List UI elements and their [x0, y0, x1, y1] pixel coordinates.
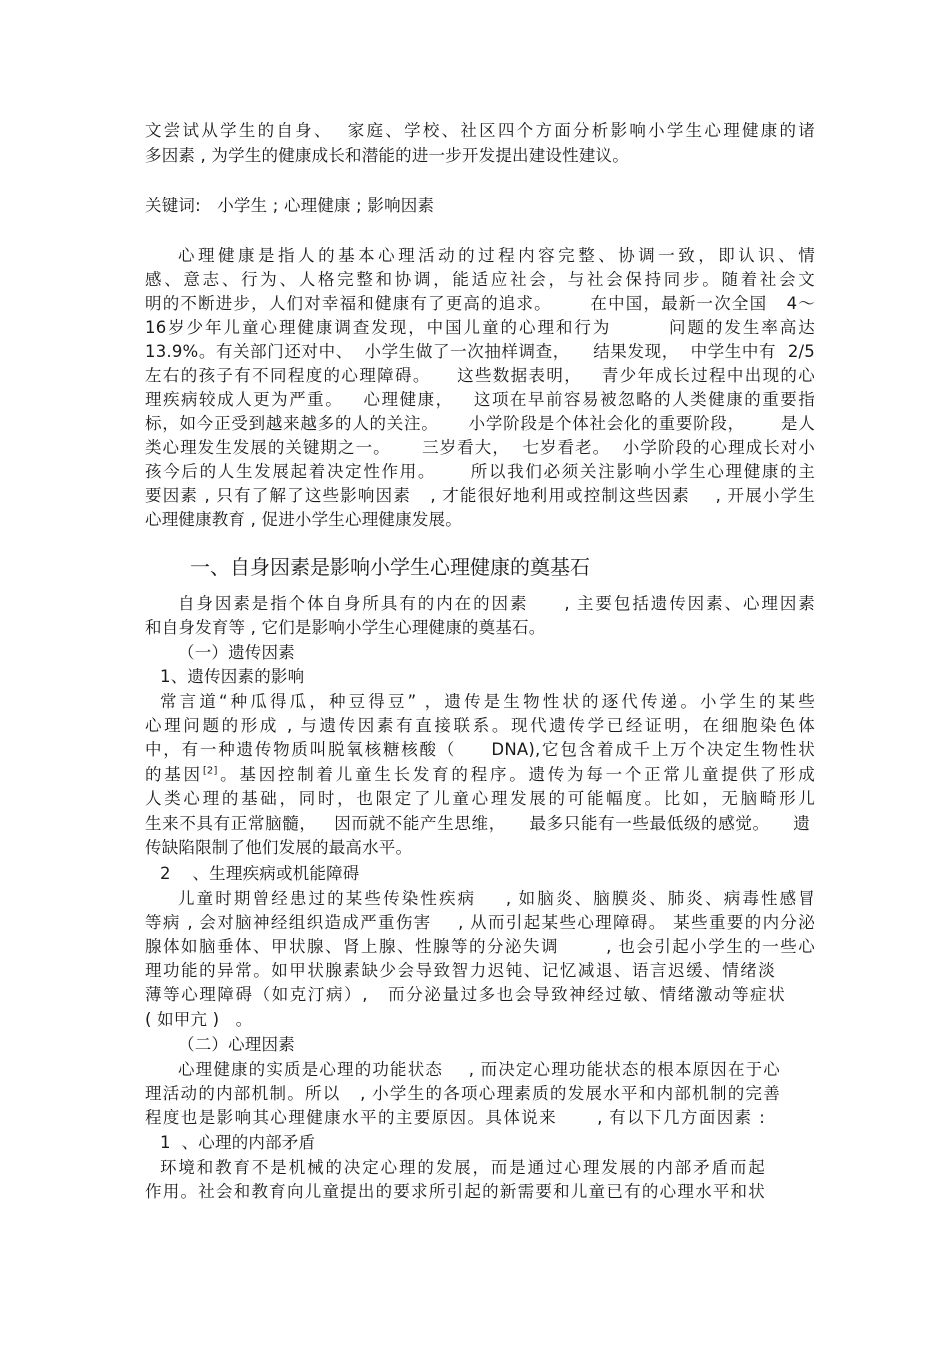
- intro-line: 类心理发生发展的关键期之一。 三岁看大， 七岁看老。 小学阶段的心理成长对小: [145, 438, 815, 457]
- intro-line: 16岁少年儿童心理健康调查发现，中国儿童的心理和行为 问题的发生率高达: [145, 318, 815, 337]
- abstract-line: 多因素 , 为学生的健康成长和潜能的进一步开发提出建设性建议。: [145, 146, 629, 165]
- abstract-line: 文尝试从学生的自身、 家庭、学校、社区四个方面分析影响小学生心理健康的诸: [145, 121, 815, 140]
- intro-line: 左右的孩子有不同程度的心理障碍。 这些数据表明， 青少年成长过程中出现的心: [145, 366, 815, 385]
- body-line: 人类心理的基础，同时，也限定了儿童心理发展的可能幅度。比如，无脑畸形儿: [145, 789, 815, 808]
- citation-ref: [2]: [202, 765, 218, 777]
- body-line: 生来不具有正常脑髓， 因而就不能产生思维， 最多只能有一些最低级的感觉。 遗: [145, 814, 810, 833]
- intro-line: 明的不断进步，人们对幸福和健康有了更高的追求。 在中国，最新一次全国 4～: [145, 294, 815, 313]
- body-line: 作用。社会和教育向儿童提出的要求所引起的新需要和儿童已有的心理水平和状: [145, 1182, 765, 1201]
- item-title: 2 、生理疾病或机能障碍: [160, 864, 360, 883]
- body-line: 薄等心理障碍（如克汀病）, 而分泌量过多也会导致神经过敏、情绪激动等症状: [145, 985, 785, 1004]
- subsection-title: （二）心理因素: [178, 1035, 295, 1054]
- body-line: 程度也是影响其心理健康水平的主要原因。具体说来 , 有以下几方面因素 :: [145, 1108, 765, 1127]
- body-line: 腺体如脑垂体、甲状腺、肾上腺、性腺等的分泌失调 , 也会引起小学生的一些心: [145, 937, 815, 956]
- intro-line: 孩今后的人生发展起着决定性作用。 所以我们必须关注影响小学生心理健康的主: [145, 462, 815, 481]
- body-line: 环境和教育不是机械的决定心理的发展，而是通过心理发展的内部矛盾而起: [160, 1158, 765, 1177]
- body-line: 传缺陷限制了他们发展的最高水平。: [145, 838, 413, 857]
- body-line: 儿童时期曾经患过的某些传染性疾病 , 如脑炎、脑膜炎、肺炎、病毒性感冒: [178, 889, 815, 908]
- intro-line: 心理健康是指人的基本心理活动的过程内容完整、协调一致，即认识、情: [178, 246, 815, 265]
- intro-line: 标，如今正受到越来越多的人的关注。 小学阶段是个体社会化的重要阶段， 是人: [145, 414, 815, 433]
- body-line: 中，有一种遗传物质叫脱氧核糖核酸（ DNA),它包含着成千上万个决定生物性状: [145, 740, 815, 759]
- body-line: 心理健康的实质是心理的功能状态 , 而决定心理功能状态的根本原因在于心: [178, 1060, 780, 1079]
- body-line: 心理问题的形成 , 与遗传因素有直接联系。现代遗传学已经证明，在细胞染色体: [145, 716, 815, 735]
- body-line: 理功能的异常。如甲状腺素缺少会导致智力迟钝、记忆减退、语言迟缓、情绪淡: [145, 961, 775, 980]
- body-line: ( 如甲亢 ) 。: [145, 1010, 253, 1029]
- intro-line: 13.9%。有关部门还对中、 小学生做了一次抽样调查， 结果发现， 中学生中有 2/5: [145, 342, 815, 361]
- section-intro-line: 和自身发育等 , 它们是影响小学生心理健康的奠基石。: [145, 618, 546, 637]
- body-text: 的基因: [145, 765, 203, 784]
- body-line: 等病 , 会对脑神经组织造成严重伤害 , 从而引起某些心理障碍。 某些重要的内分泌: [145, 913, 815, 932]
- body-line: 常言道“种瓜得瓜，种豆得豆” ，遗传是生物性状的逐代传递。小学生的某些: [160, 692, 815, 711]
- subsection-title: （一）遗传因素: [178, 643, 295, 662]
- intro-line: 心理健康教育 , 促进小学生心理健康发展。: [145, 510, 462, 529]
- item-title: 1、遗传因素的影响: [160, 667, 305, 686]
- section-intro-line: 自身因素是指个体自身所具有的内在的因素 , 主要包括遗传因素、心理因素: [178, 594, 815, 613]
- intro-line: 理疾病较成人更为严重。 心理健康， 这项在早前容易被忽略的人类健康的重要指: [145, 390, 815, 409]
- section-heading: 一、自身因素是影响小学生心理健康的奠基石: [190, 555, 590, 579]
- keywords: 关键词: 小学生 ; 心理健康 ; 影响因素: [145, 196, 435, 215]
- item-title: 1 、心理的内部矛盾: [160, 1133, 316, 1152]
- intro-line: 要因素 , 只有了解了这些影响因素 , 才能很好地利用或控制这些因素 , 开展小学生: [145, 486, 815, 505]
- body-line: [145, 763, 815, 787]
- body-text: 。基因控制着儿童生长发育的程序。遗传为每一个正常儿童提供了形成: [217, 765, 816, 784]
- intro-line: 感、意志、行为、人格完整和协调，能适应社会，与社会保持同步。随着社会文: [145, 270, 815, 289]
- body-line: 理活动的内部机制。所以 , 小学生的各项心理素质的发展水平和内部机制的完善: [145, 1084, 780, 1103]
